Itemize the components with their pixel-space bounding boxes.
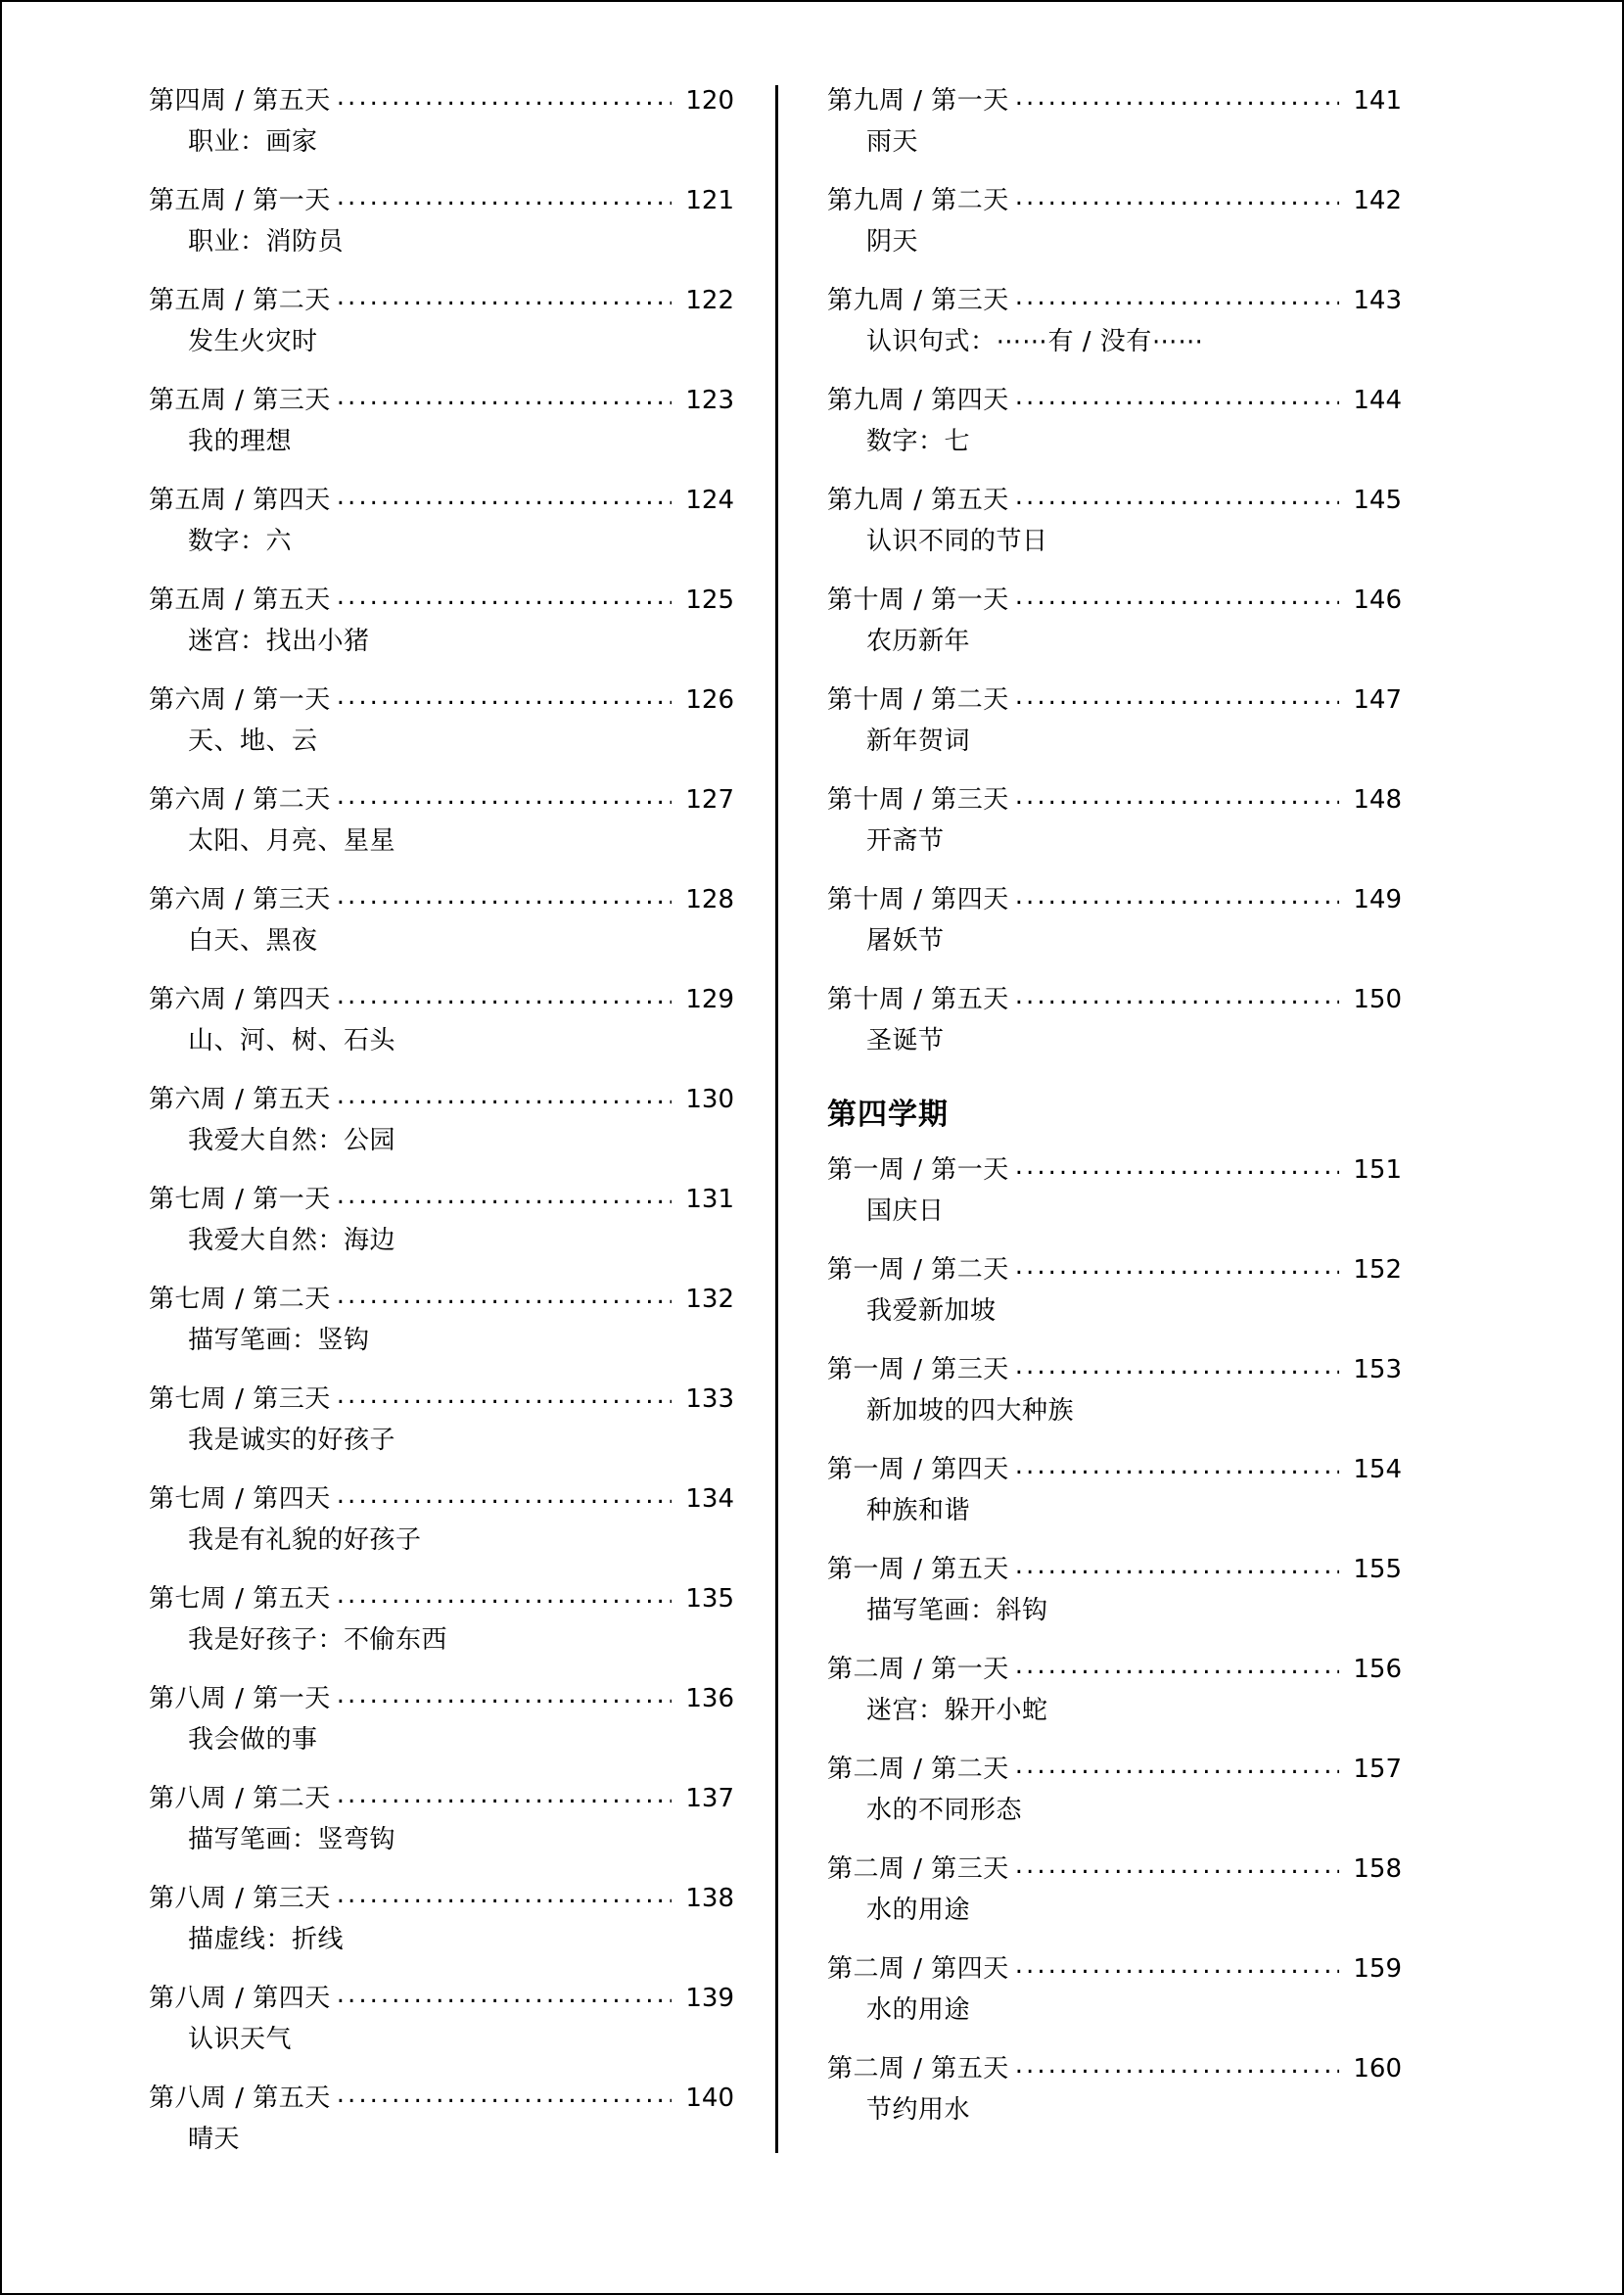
toc-leader-dots — [337, 1080, 672, 1112]
toc-page-number: 159 — [1353, 1954, 1402, 1984]
toc-entry-title: 第八周 / 第三天 — [149, 1884, 331, 1913]
toc-page-number: 123 — [685, 386, 734, 415]
toc-leader-dots — [337, 1479, 672, 1512]
toc-entry-title: 第九周 / 第五天 — [827, 486, 1009, 515]
toc-entry-subtitle: 认识不同的节日 — [866, 526, 1048, 556]
toc-entry-line — [149, 85, 734, 117]
toc-entry-line — [827, 1354, 1402, 1386]
toc-leader-dots — [1015, 1850, 1339, 1882]
toc-page-number: 160 — [1353, 2054, 1402, 2084]
toc-entry-subtitle: 屠妖节 — [866, 925, 945, 956]
toc-entry[interactable] — [149, 784, 734, 857]
toc-leader-dots — [1015, 381, 1339, 413]
toc-entry-line — [149, 585, 734, 617]
toc-page-number: 127 — [685, 785, 734, 815]
toc-entry-title: 第二周 / 第四天 — [827, 1954, 1009, 1984]
toc-section-heading: 第四学期 — [827, 1098, 949, 1132]
toc-entry[interactable] — [149, 684, 734, 757]
toc-page-number: 130 — [685, 1085, 734, 1114]
toc-page-number: 134 — [685, 1484, 734, 1514]
toc-entry[interactable] — [149, 1084, 734, 1156]
toc-entry-title: 第五周 / 第四天 — [149, 486, 331, 515]
toc-entry-subtitle: 水的用途 — [866, 1994, 971, 2025]
toc-page-number: 148 — [1353, 785, 1402, 815]
toc-entry[interactable] — [827, 2053, 1402, 2126]
toc-page-number: 151 — [1353, 1155, 1402, 1185]
toc-entry-line — [827, 784, 1402, 817]
toc-right-column — [775, 85, 1402, 2153]
toc-page-number: 138 — [685, 1884, 734, 1913]
toc-leader-dots — [1015, 1350, 1339, 1382]
toc-entry-subtitle: 数字：七 — [866, 426, 971, 456]
toc-entry-title: 第八周 / 第一天 — [149, 1684, 331, 1713]
toc-entry-subtitle: 农历新年 — [866, 626, 971, 656]
toc-entry-title: 第八周 / 第五天 — [149, 2084, 331, 2113]
toc-entry-line — [827, 684, 1402, 717]
toc-entry-title: 第二周 / 第二天 — [827, 1755, 1009, 1784]
toc-entry[interactable] — [827, 585, 1402, 657]
toc-page-number: 131 — [685, 1185, 734, 1214]
toc-entry-subtitle: 我会做的事 — [188, 1724, 318, 1755]
toc-entry-line — [149, 984, 734, 1016]
toc-leader-dots — [1015, 1450, 1339, 1482]
toc-entry-title: 第一周 / 第四天 — [827, 1455, 1009, 1484]
toc-entry-line — [827, 1953, 1402, 1986]
toc-entry-subtitle: 认识天气 — [188, 2024, 293, 2054]
toc-entry-subtitle: 描写笔画：竖钩 — [188, 1325, 370, 1355]
toc-entry-subtitle: 我爱大自然：海边 — [188, 1225, 396, 1255]
toc-entry-subtitle: 阴天 — [866, 226, 919, 257]
toc-entry[interactable] — [827, 485, 1402, 557]
toc-leader-dots — [337, 1380, 672, 1412]
toc-leader-dots — [1015, 980, 1339, 1012]
toc-page-number: 149 — [1353, 885, 1402, 914]
toc-entry[interactable] — [827, 1354, 1402, 1427]
toc-entry-subtitle: 新加坡的四大种族 — [866, 1395, 1075, 1426]
toc-page-number: 157 — [1353, 1755, 1402, 1784]
toc-page-number: 150 — [1353, 985, 1402, 1014]
toc-leader-dots — [1015, 581, 1339, 613]
toc-page-number: 140 — [685, 2084, 734, 2113]
toc-entry-subtitle: 雨天 — [866, 126, 919, 157]
toc-entry[interactable] — [827, 1554, 1402, 1626]
toc-leader-dots — [1015, 880, 1339, 913]
toc-entry-title: 第八周 / 第二天 — [149, 1784, 331, 1813]
toc-entry[interactable] — [827, 984, 1402, 1056]
toc-entry[interactable] — [149, 85, 734, 158]
toc-entry[interactable] — [827, 185, 1402, 258]
toc-leader-dots — [337, 680, 672, 713]
toc-entry-line — [149, 1983, 734, 2015]
toc-page-number: 142 — [1353, 186, 1402, 215]
toc-entry-line — [149, 1184, 734, 1216]
toc-entry-line — [827, 1654, 1402, 1686]
toc-entry-subtitle: 天、地、云 — [188, 726, 318, 756]
toc-entry[interactable] — [149, 185, 734, 258]
toc-entry-title: 第七周 / 第二天 — [149, 1285, 331, 1314]
toc-leader-dots — [1015, 780, 1339, 813]
toc-page-number: 121 — [685, 186, 734, 215]
toc-entry-title: 第六周 / 第五天 — [149, 1085, 331, 1114]
toc-entry-subtitle: 水的用途 — [866, 1895, 971, 1925]
toc-entry-title: 第十周 / 第五天 — [827, 985, 1009, 1014]
toc-entry-line — [827, 1853, 1402, 1886]
toc-entry-subtitle: 种族和谐 — [866, 1495, 971, 1525]
toc-entry[interactable] — [827, 85, 1402, 158]
toc-entry-line — [149, 1483, 734, 1516]
toc-entry[interactable] — [149, 1583, 734, 1656]
toc-entry-title: 第五周 / 第一天 — [149, 186, 331, 215]
toc-page-number: 125 — [685, 585, 734, 615]
toc-leader-dots — [1015, 281, 1339, 313]
toc-entry-line — [827, 1554, 1402, 1586]
toc-entry-subtitle: 描写笔画：斜钩 — [866, 1595, 1048, 1625]
toc-page-number: 158 — [1353, 1854, 1402, 1884]
toc-entry[interactable] — [149, 485, 734, 557]
toc-page-number: 124 — [685, 486, 734, 515]
toc-leader-dots — [337, 1280, 672, 1312]
toc-entry-subtitle: 我爱大自然：公园 — [188, 1125, 396, 1155]
toc-entry-line — [149, 285, 734, 317]
toc-entry[interactable] — [149, 585, 734, 657]
toc-entry-line — [827, 984, 1402, 1016]
toc-entry-subtitle: 我是好孩子：不偷东西 — [188, 1624, 448, 1655]
toc-leader-dots — [1015, 680, 1339, 713]
toc-entry-subtitle: 我的理想 — [188, 426, 293, 456]
toc-leader-dots — [337, 581, 672, 613]
toc-entry[interactable] — [827, 285, 1402, 357]
toc-page-number: 153 — [1353, 1355, 1402, 1384]
toc-entry-line — [827, 585, 1402, 617]
toc-entry-subtitle: 我是诚实的好孩子 — [188, 1425, 396, 1455]
toc-entry[interactable] — [827, 784, 1402, 857]
toc-leader-dots — [1015, 181, 1339, 213]
toc-entry[interactable] — [827, 884, 1402, 957]
toc-entry-line — [827, 1154, 1402, 1187]
toc-page-number: 152 — [1353, 1255, 1402, 1285]
toc-entry-line — [149, 185, 734, 217]
toc-page-number: 137 — [685, 1784, 734, 1813]
toc-entry-subtitle: 职业：画家 — [188, 126, 318, 157]
toc-entry-title: 第八周 / 第四天 — [149, 1984, 331, 2013]
toc-entry-line — [149, 1284, 734, 1316]
toc-entry[interactable] — [827, 1454, 1402, 1526]
toc-leader-dots — [1015, 1750, 1339, 1782]
toc-entry[interactable] — [827, 1154, 1402, 1227]
toc-entry-title: 第七周 / 第一天 — [149, 1185, 331, 1214]
toc-page-number: 141 — [1353, 86, 1402, 116]
toc-entry[interactable] — [149, 1783, 734, 1855]
toc-page-number: 146 — [1353, 585, 1402, 615]
toc-leader-dots — [337, 181, 672, 213]
toc-leader-dots — [337, 81, 672, 114]
toc-page-number: 135 — [685, 1584, 734, 1614]
toc-entry-subtitle: 认识句式：⋯⋯有 / 没有⋯⋯ — [866, 326, 1204, 356]
toc-entry-subtitle: 描写笔画：竖弯钩 — [188, 1824, 396, 1854]
toc-entry-subtitle: 我是有礼貌的好孩子 — [188, 1524, 422, 1555]
toc-entry-title: 第二周 / 第三天 — [827, 1854, 1009, 1884]
toc-left-column — [149, 85, 775, 2182]
toc-leader-dots — [337, 2079, 672, 2111]
toc-entry-title: 第一周 / 第五天 — [827, 1555, 1009, 1584]
toc-leader-dots — [337, 1180, 672, 1212]
toc-entry-subtitle: 职业：消防员 — [188, 226, 345, 257]
toc-entry-title: 第九周 / 第一天 — [827, 86, 1009, 116]
toc-leader-dots — [1015, 2049, 1339, 2082]
toc-entry-line — [827, 385, 1402, 417]
toc-leader-dots — [1015, 1949, 1339, 1982]
toc-entry-line — [149, 485, 734, 517]
toc-leader-dots — [337, 980, 672, 1012]
toc-entry-title: 第九周 / 第三天 — [827, 286, 1009, 315]
toc-leader-dots — [1015, 1550, 1339, 1582]
toc-entry-line — [149, 1683, 734, 1715]
toc-page-number: 154 — [1353, 1455, 1402, 1484]
toc-entry-title: 第五周 / 第五天 — [149, 585, 331, 615]
toc-entry-line — [149, 884, 734, 916]
toc-entry-subtitle: 太阳、月亮、星星 — [188, 825, 396, 856]
toc-entry[interactable] — [149, 1383, 734, 1456]
toc-entry[interactable] — [149, 285, 734, 357]
toc-entry-title: 第二周 / 第五天 — [827, 2054, 1009, 2084]
toc-leader-dots — [337, 880, 672, 913]
toc-leader-dots — [337, 1979, 672, 2011]
toc-entry-title: 第九周 / 第四天 — [827, 386, 1009, 415]
toc-entry[interactable] — [149, 1284, 734, 1356]
toc-leader-dots — [1015, 1650, 1339, 1682]
toc-entry[interactable] — [827, 1953, 1402, 2026]
toc-entry-title: 第四周 / 第五天 — [149, 86, 331, 116]
toc-entry[interactable] — [827, 385, 1402, 457]
toc-entry-title: 第二周 / 第一天 — [827, 1655, 1009, 1684]
toc-entry-subtitle: 节约用水 — [866, 2094, 971, 2125]
toc-columns — [149, 85, 1480, 2182]
toc-page-number: 156 — [1353, 1655, 1402, 1684]
toc-entry-subtitle: 山、河、树、石头 — [188, 1025, 396, 1055]
toc-page-number: 132 — [685, 1285, 734, 1314]
toc-entry-subtitle: 圣诞节 — [866, 1025, 945, 1055]
toc-entry[interactable] — [149, 1883, 734, 1955]
toc-page-number: 122 — [685, 286, 734, 315]
toc-entry-line — [149, 684, 734, 717]
toc-entry-line — [827, 1254, 1402, 1287]
toc-entry-line — [827, 85, 1402, 117]
toc-entry-subtitle: 描虚线：折线 — [188, 1924, 345, 1954]
toc-entry-title: 第十周 / 第四天 — [827, 885, 1009, 914]
toc-entry-title: 第一周 / 第三天 — [827, 1355, 1009, 1384]
toc-page-number: 120 — [685, 86, 734, 116]
toc-leader-dots — [337, 1579, 672, 1612]
toc-entry[interactable] — [149, 1483, 734, 1556]
toc-entry-line — [827, 2053, 1402, 2085]
toc-entry-subtitle: 国庆日 — [866, 1195, 945, 1226]
toc-entry-line — [827, 285, 1402, 317]
toc-entry-subtitle: 水的不同形态 — [866, 1795, 1023, 1825]
toc-page-number: 155 — [1353, 1555, 1402, 1584]
toc-entry-title: 第九周 / 第二天 — [827, 186, 1009, 215]
toc-entry-line — [149, 1783, 734, 1815]
toc-page-number: 147 — [1353, 685, 1402, 715]
toc-entry-line — [149, 1583, 734, 1616]
toc-entry-title: 第七周 / 第三天 — [149, 1384, 331, 1414]
toc-entry-title: 第七周 / 第五天 — [149, 1584, 331, 1614]
toc-page-number: 144 — [1353, 386, 1402, 415]
toc-entry-line — [149, 1883, 734, 1915]
toc-entry[interactable] — [149, 2083, 734, 2155]
toc-leader-dots — [337, 381, 672, 413]
toc-leader-dots — [337, 780, 672, 813]
toc-entry-line — [827, 185, 1402, 217]
toc-leader-dots — [337, 281, 672, 313]
toc-entry-subtitle: 新年贺词 — [866, 726, 971, 756]
toc-entry-subtitle: 数字：六 — [188, 526, 293, 556]
toc-entry-line — [827, 884, 1402, 916]
toc-leader-dots — [1015, 1150, 1339, 1183]
toc-entry[interactable] — [827, 1254, 1402, 1327]
toc-entry[interactable] — [149, 884, 734, 957]
toc-entry-line — [149, 1383, 734, 1416]
toc-entry[interactable] — [827, 1654, 1402, 1726]
toc-leader-dots — [337, 1779, 672, 1811]
toc-entry-title: 第十周 / 第一天 — [827, 585, 1009, 615]
toc-page-number: 133 — [685, 1384, 734, 1414]
toc-page-number: 143 — [1353, 286, 1402, 315]
toc-entry[interactable] — [827, 1853, 1402, 1926]
toc-entry[interactable] — [149, 1983, 734, 2055]
toc-entry-title: 第一周 / 第二天 — [827, 1255, 1009, 1285]
toc-entry-title: 第六周 / 第二天 — [149, 785, 331, 815]
toc-entry-subtitle: 我爱新加坡 — [866, 1295, 997, 1326]
toc-entry[interactable] — [149, 385, 734, 457]
toc-entry-line — [827, 1454, 1402, 1486]
toc-entry-title: 第十周 / 第三天 — [827, 785, 1009, 815]
toc-entry[interactable] — [149, 1683, 734, 1756]
toc-leader-dots — [1015, 481, 1339, 513]
toc-entry-title: 第七周 / 第四天 — [149, 1484, 331, 1514]
toc-entry-title: 第一周 / 第一天 — [827, 1155, 1009, 1185]
toc-entry-subtitle: 白天、黑夜 — [188, 925, 318, 956]
toc-entry[interactable] — [149, 1184, 734, 1256]
toc-entry-title: 第十周 / 第二天 — [827, 685, 1009, 715]
toc-page-number: 139 — [685, 1984, 734, 2013]
toc-entry[interactable] — [827, 684, 1402, 757]
toc-page-number: 145 — [1353, 486, 1402, 515]
toc-entry-line — [149, 2083, 734, 2115]
toc-page-number: 128 — [685, 885, 734, 914]
toc-entry-title: 第五周 / 第二天 — [149, 286, 331, 315]
toc-entry-line — [149, 385, 734, 417]
toc-entry-line — [827, 1754, 1402, 1786]
toc-entry-title: 第五周 / 第三天 — [149, 386, 331, 415]
toc-entry-line — [149, 1084, 734, 1116]
toc-page-number: 129 — [685, 985, 734, 1014]
toc-entry[interactable] — [827, 1754, 1402, 1826]
toc-entry-title: 第六周 / 第一天 — [149, 685, 331, 715]
toc-leader-dots — [1015, 1250, 1339, 1283]
toc-leader-dots — [337, 1879, 672, 1911]
toc-entry-line — [149, 784, 734, 817]
toc-entry-subtitle: 晴天 — [188, 2124, 241, 2154]
toc-entry-title: 第六周 / 第四天 — [149, 985, 331, 1014]
toc-entry-line — [827, 485, 1402, 517]
toc-entry-subtitle: 迷宫：躲开小蛇 — [866, 1695, 1048, 1725]
toc-entry[interactable] — [149, 984, 734, 1056]
toc-leader-dots — [1015, 81, 1339, 114]
toc-page-number: 136 — [685, 1684, 734, 1713]
toc-entry-subtitle: 开斋节 — [866, 825, 945, 856]
toc-leader-dots — [337, 1679, 672, 1711]
toc-entry-subtitle: 迷宫：找出小猪 — [188, 626, 370, 656]
toc-leader-dots — [337, 481, 672, 513]
toc-entry-subtitle: 发生火灾时 — [188, 326, 318, 356]
toc-page-number: 126 — [685, 685, 734, 715]
toc-entry-title: 第六周 / 第三天 — [149, 885, 331, 914]
